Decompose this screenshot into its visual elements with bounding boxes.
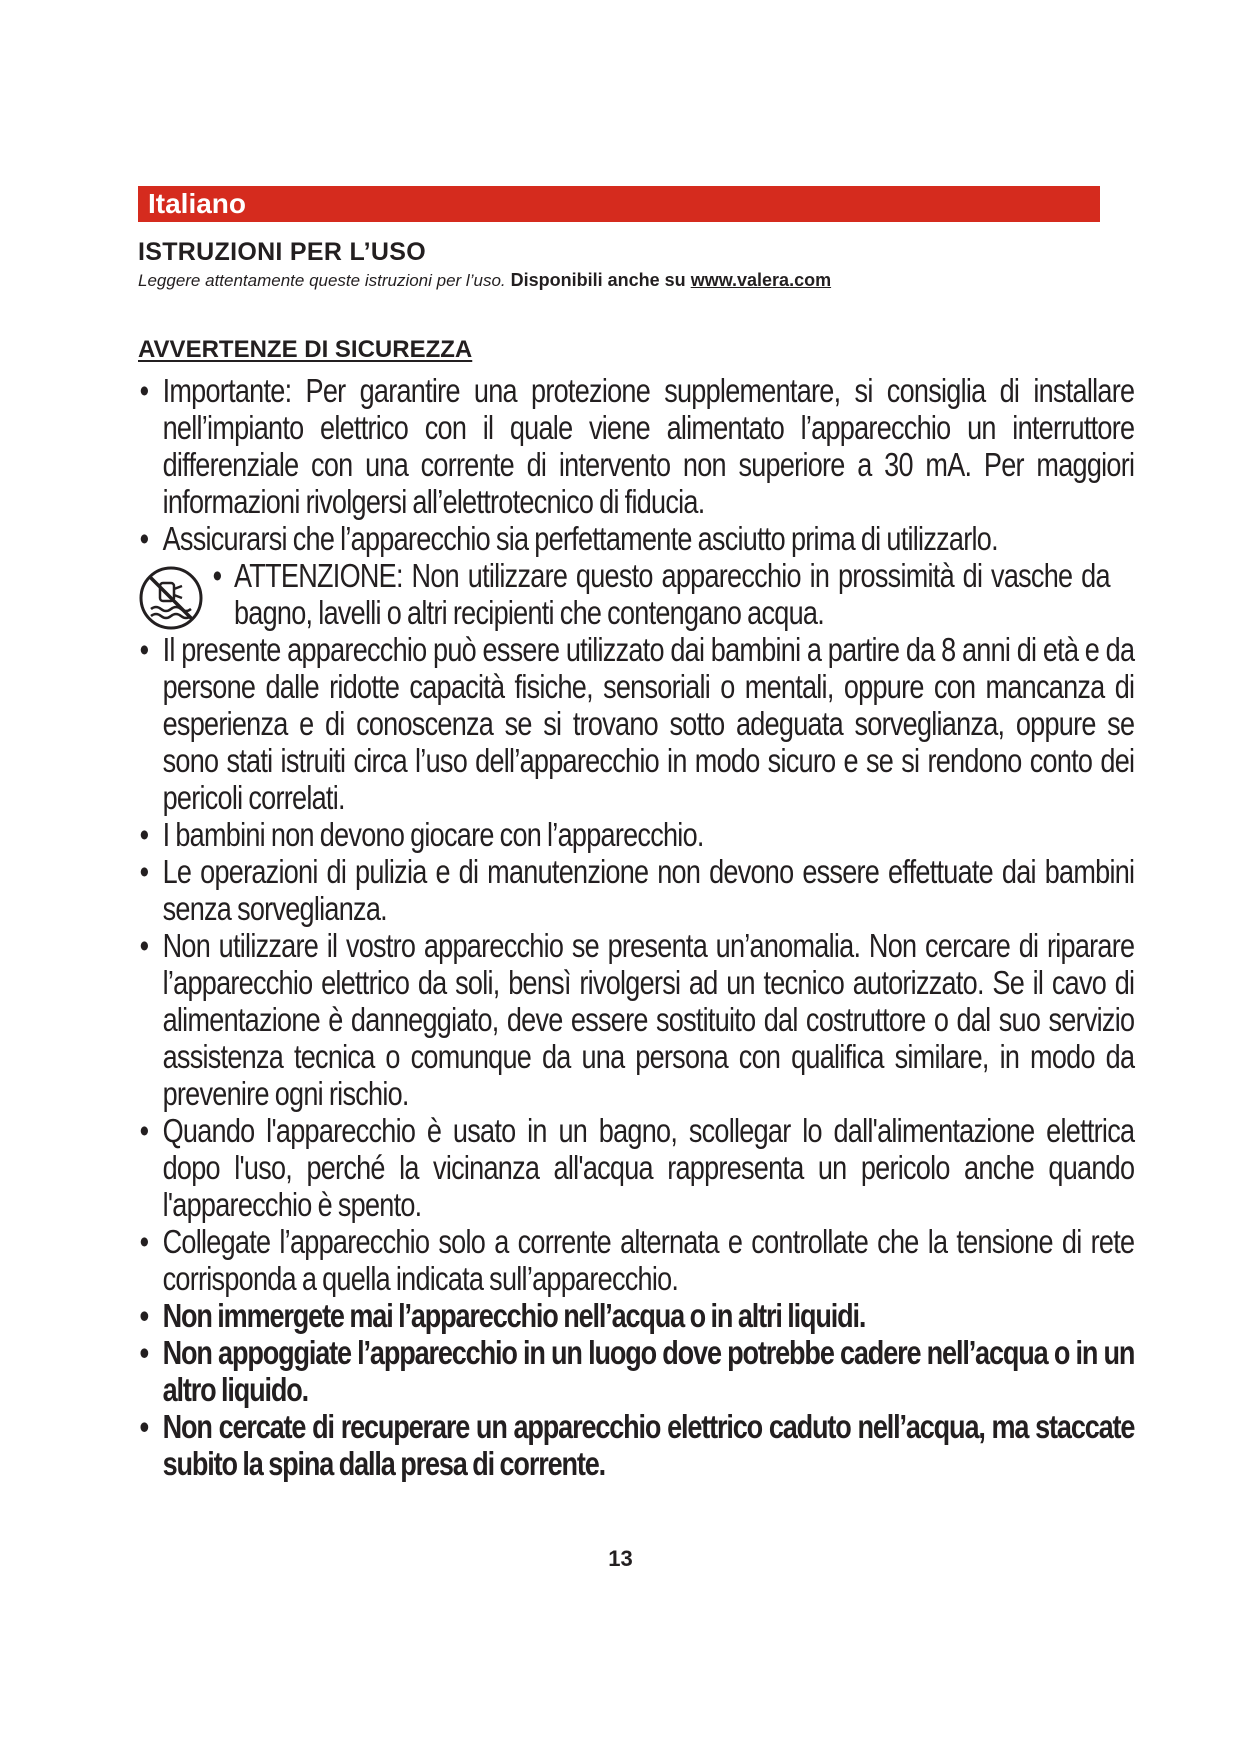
warning-text: Assicurarsi che l’apparecchio sia perfettamente asciutto prima di utilizzarlo. bbox=[162, 520, 998, 557]
website-link[interactable]: www.valera.com bbox=[690, 270, 832, 290]
warning-item bbox=[138, 1112, 1134, 1223]
bullet: • bbox=[139, 927, 149, 964]
page-number: 13 bbox=[608, 1546, 633, 1571]
warning-text: I bambini non devono giocare con l’apparecchio. bbox=[162, 816, 704, 853]
subtitle-line bbox=[138, 270, 831, 291]
bullet: • bbox=[212, 557, 222, 594]
warning-text: ATTENZIONE: Non utilizzare questo apparecchio in prossimità di vasche da bagno, lavelli o altri recipienti che contengano acqua. bbox=[234, 557, 1110, 631]
bullet: • bbox=[139, 631, 149, 668]
warning-item bbox=[138, 372, 1134, 520]
language-bar: Italiano bbox=[138, 186, 1100, 222]
document-title: ISTRUZIONI PER L’USO bbox=[138, 238, 426, 266]
warning-text: Collegate l’apparecchio solo a corrente alternata e controllate che la tensione di rete corrisponda a quella indicata sull’apparecchio. bbox=[162, 1223, 1135, 1297]
warning-list bbox=[138, 372, 1135, 1482]
bullet: • bbox=[139, 1112, 149, 1149]
bullet: • bbox=[139, 1408, 148, 1445]
warning-item-bold bbox=[138, 1408, 1134, 1482]
no-water-icon bbox=[138, 565, 204, 631]
warning-text: Quando l'apparecchio è usato in un bagno, scollegar lo dall'alimentazione elettrica dopo l'uso, perché la vicinanza all'acqua rappresenta un pericolo anche quando l'apparecchio è spento. bbox=[162, 1112, 1135, 1223]
warning-text: Importante: Per garantire una protezione supplementare, si consiglia di installare nell’impianto elettrico con il quale viene alimentato l’apparecchio un interruttore differenziale con una corrente di intervento non superiore a 30 mA. Per maggiori informazioni rivolgersi all’elettrotecnico di fiducia. bbox=[162, 372, 1135, 520]
warning-text: Il presente apparecchio può essere utilizzato dai bambini a partire da 8 anni di età e da persone dalle ridotte capacità fisiche, sensoriali o mentali, oppure con mancanza di esperienza e di conoscenza se si trovano sotto adeguata sorveglianza, oppure se sono stati istruiti circa l’uso dell’apparecchio in modo sicuro e se si rendono conto dei pericoli correlati. bbox=[162, 631, 1135, 816]
warning-item-bold bbox=[138, 1334, 1134, 1408]
warning-text: Non utilizzare il vostro apparecchio se presenta un’anomalia. Non cercare di riparare l’apparecchio elettrico da soli, bensì rivolgersi ad un tecnico autorizzato. Se il cavo di alimentazione è danneggiato, deve essere sostituito dal costruttore o dal suo servizio assistenza tecnica o comunque da una persona con qualifica similare, in modo da prevenire ogni rischio. bbox=[162, 927, 1135, 1112]
bullet: • bbox=[139, 853, 149, 890]
bullet: • bbox=[139, 520, 149, 557]
section-title: AVVERTENZE DI SICUREZZA bbox=[138, 336, 473, 363]
warning-item bbox=[138, 520, 1134, 557]
warning-item bbox=[138, 1223, 1134, 1297]
bullet: • bbox=[139, 1223, 149, 1260]
warning-text: Non appoggiate l’apparecchio in un luogo dove potrebbe cadere nell’acqua o in un altro liquido. bbox=[162, 1334, 1135, 1408]
warning-text: Non immergete mai l’apparecchio nell’acqua o in altri liquidi. bbox=[162, 1297, 866, 1334]
bullet: • bbox=[139, 1297, 148, 1334]
warning-item bbox=[138, 631, 1134, 816]
warning-text: Non cercate di recuperare un apparecchio elettrico caduto nell’acqua, ma staccate subito la spina dalla presa di corrente. bbox=[162, 1408, 1135, 1482]
bullet: • bbox=[139, 1334, 148, 1371]
warning-text: Le operazioni di pulizia e di manutenzione non devono essere effettuate dai bambini senza sorveglianza. bbox=[162, 853, 1135, 927]
warning-item bbox=[138, 816, 1134, 853]
subtitle-bold: Disponibili anche su bbox=[510, 270, 686, 290]
subtitle-italic: Leggere attentamente queste istruzioni per l’uso. bbox=[138, 271, 506, 290]
warning-item-bold bbox=[138, 1297, 1134, 1334]
bullet: • bbox=[139, 372, 149, 409]
warning-item bbox=[138, 927, 1134, 1112]
warning-item bbox=[138, 557, 1110, 631]
warning-item bbox=[138, 853, 1134, 927]
bullet: • bbox=[139, 816, 149, 853]
